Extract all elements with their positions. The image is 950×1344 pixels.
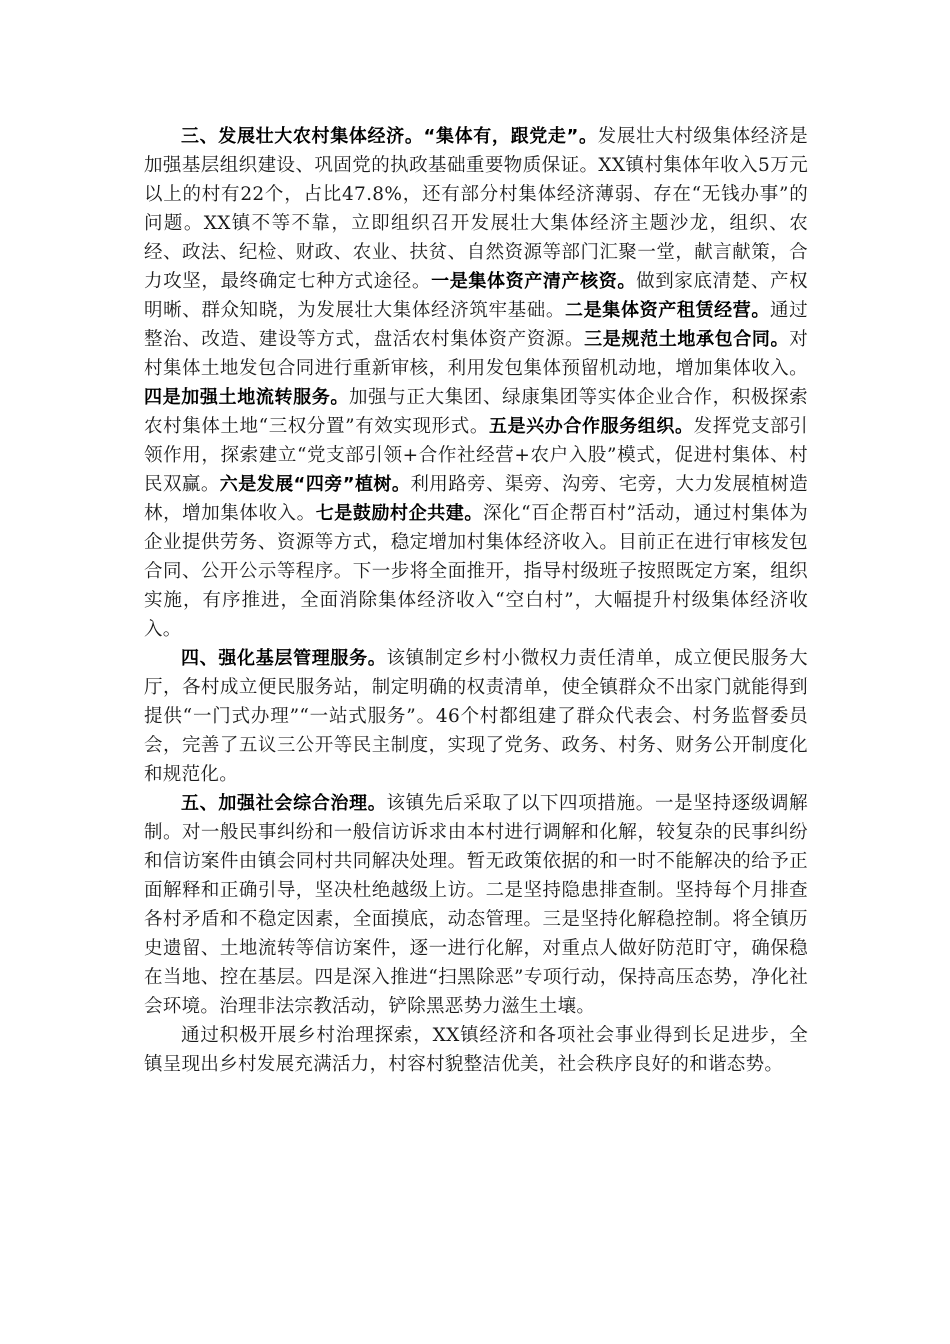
measure-6-heading: 六是发展“四旁”植树。 bbox=[219, 474, 411, 495]
paragraph-grassroots-service bbox=[144, 644, 808, 789]
body-text: 发挥党支部引领作用，探索建立“党支部引领+合作社经营+农户入股”模式，促进村集体、村民双赢。 bbox=[144, 416, 808, 495]
paragraph-collective-economy bbox=[144, 122, 808, 644]
body-text: 通过整治、改造、建设等方式，盘活农村集体资产资源。 bbox=[144, 300, 808, 350]
measure-3-heading: 三是规范土地承包合同。 bbox=[584, 329, 790, 350]
measure-7-heading: 七是鼓励村企共建。 bbox=[315, 503, 483, 524]
body-text: 通过积极开展乡村治理探索，XX镇经济和各项社会事业得到长足进步，全镇呈现出乡村发展充满活力，村容村貌整洁优美，社会秩序良好的和谐态势。 bbox=[144, 1025, 808, 1075]
body-text: 深化“百企帮百村”活动，通过村集体为企业提供劳务、资源等方式，稳定增加村集体经济收入。目前正在进行审核发包合同、公开公示等程序。下一步将全面推开，指导村级班子按照既定方案，组织实施，有序推进，全面消除集体经济收入“空白村”，大幅提升村级集体经济收入。 bbox=[144, 503, 808, 640]
measure-1-heading: 一是集体资产清产核资。 bbox=[431, 271, 637, 292]
body-text: 对村集体土地发包合同进行重新审核，利用发包集体预留机动地，增加集体收入。 bbox=[144, 329, 808, 379]
body-text: 发展壮大村级集体经济是加强基层组织建设、巩固党的执政基础重要物质保证。XX镇村集体年收入5万元以上的村有22个，占比47.8%，还有部分村集体经济薄弱、存在“无钱办事”的问题。XX镇不等不靠，立即组织召开发展壮大集体经济主题沙龙，组织、农经、政法、纪检、财政、农业、扶贫、自然资源等部门汇聚一堂，献言献策，合力攻坚，最终确定七种方式途径。 bbox=[144, 126, 808, 292]
body-text: 利用路旁、渠旁、沟旁、宅旁，大力发展植树造林，增加集体收入。 bbox=[144, 474, 808, 524]
heading-collective-economy: 三、发展壮大农村集体经济。 bbox=[181, 126, 424, 147]
body-text: 该镇制定乡村小微权力责任清单，成立便民服务大厅，各村成立便民服务站，制定明确的权责清单，使全镇群众不出家门就能得到提供“一门式办理”“一站式服务”。46个村都组建了群众代表会、村务监督委员会，完善了五议三公开等民主制度，实现了党务、政务、村务、财务公开制度化和规范化。 bbox=[144, 648, 808, 785]
paragraph-conclusion bbox=[144, 1021, 808, 1079]
document-body bbox=[144, 122, 808, 1079]
body-text: 做到家底清楚、产权明晰、群众知晓，为发展壮大集体经济筑牢基础。 bbox=[144, 271, 808, 321]
slogan-collective: “集体有，跟党走”。 bbox=[423, 126, 598, 147]
measure-5-heading: 五是兴办合作服务组织。 bbox=[488, 416, 694, 437]
paragraph-social-governance bbox=[144, 789, 808, 1021]
body-text: 该镇先后采取了以下四项措施。一是坚持逐级调解制。对一般民事纠纷和一般信访诉求由本村进行调解和化解，较复杂的民事纠纷和信访案件由镇会同村共同解决处理。暂无政策依据的和一时不能解决的给予正面解释和正确引导，坚决杜绝越级上访。二是坚持隐患排查制。坚持每个月排查各村矛盾和不稳定因素，全面摸底，动态管理。三是坚持化解稳控制。将全镇历史遗留、土地流转等信访案件，逐一进行化解，对重点人做好防范盯守，确保稳在当地、控在基层。四是深入推进“扫黑除恶”专项行动，保持高压态势，净化社会环境。治理非法宗教活动，铲除黑恶势力滋生土壤。 bbox=[144, 793, 808, 1017]
measure-2-heading: 二是集体资产租赁经营。 bbox=[565, 300, 771, 321]
body-text: 加强与正大集团、绿康集团等实体企业合作，积极探索农村集体土地“三权分置”有效实现形式。 bbox=[144, 387, 808, 437]
measure-4-heading: 四是加强土地流转服务。 bbox=[144, 387, 350, 408]
heading-grassroots-service: 四、强化基层管理服务。 bbox=[181, 648, 387, 669]
heading-social-governance: 五、加强社会综合治理。 bbox=[181, 793, 387, 814]
